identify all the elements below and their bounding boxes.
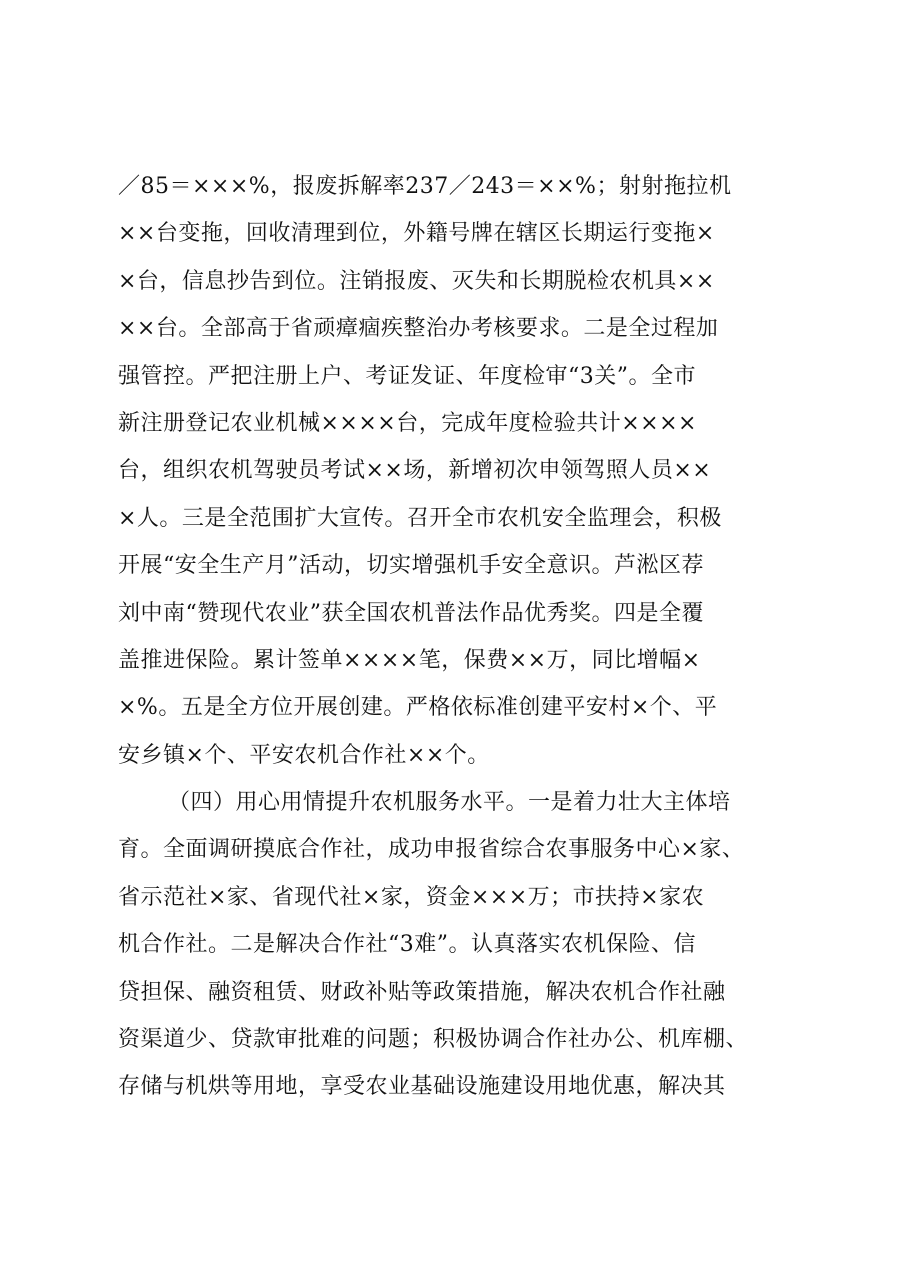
text-line: 盖推进保险。累计签单××××笔，保费××万，同比增幅× — [118, 647, 701, 673]
text-line: ×%。五是全方位开展创建。严格依标准创建平安村×个、平 — [118, 695, 718, 721]
text-line: 存储与机烘等用地，享受农业基础设施建设用地优惠，解决其 — [118, 1074, 726, 1100]
text-line: 育。全面调研摸底合作社，成功申报省综合农事服务中心×家、 — [118, 837, 745, 863]
text-line: ××台变拖，回收清理到位，外籍号牌在辖区长期运行变拖× — [118, 221, 715, 247]
text-line: ××台。全部高于省顽瘴痼疾整治办考核要求。二是全过程加 — [118, 316, 719, 342]
paragraph-heading-line: （四）用心用情提升农机服务水平。一是着力壮大主体培 — [168, 790, 731, 816]
text-line: 安乡镇×个、平安农机合作社××个。 — [118, 742, 490, 768]
text-line: 新注册登记农业机械××××台，完成年度检验共计×××× — [118, 410, 697, 436]
text-line: 台，组织农机驾驶员考试××场，新增初次申领驾照人员×× — [118, 458, 712, 484]
text-line: 省示范社×家、省现代社×家，资金×××万；市扶持×家农 — [118, 884, 705, 910]
text-line: 强管控。严把注册上户、考证发证、年度检审“3关”。全市 — [118, 363, 696, 389]
text-line: 开展“安全生产月”活动，切实增强机手安全意识。芦淞区荐 — [118, 553, 704, 579]
text-line: ×台，信息抄告到位。注销报废、灭失和长期脱检农机具×× — [118, 268, 715, 294]
text-line: 贷担保、融资租赁、财政补贴等政策措施，解决农机合作社融 — [118, 979, 726, 1005]
text-line: 资渠道少、贷款审批难的问题；积极协调合作社办公、机库棚、 — [118, 1027, 749, 1053]
text-line: 刘中南“赞现代农业”获全国农机普法作品优秀奖。四是全覆 — [118, 600, 704, 626]
body-text — [118, 163, 808, 1111]
text-line: ／85＝×××%，报废拆解率237／243＝××%；射射拖拉机 — [118, 174, 732, 199]
text-line: ×人。三是全范围扩大宣传。召开全市农机安全监理会，积极 — [118, 505, 722, 531]
text-line: 机合作社。二是解决合作社“3难”。认真落实农机保险、信 — [118, 932, 696, 958]
